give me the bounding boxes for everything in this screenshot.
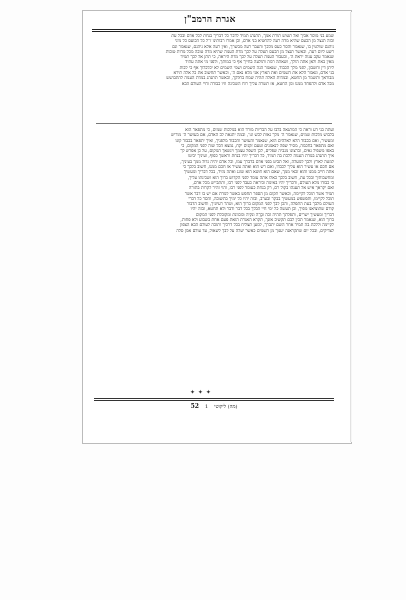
text-line: ועתה בני דע וראה כי המתגאה בלבו על הבריות מורד הוא במלכות שמים, כי מתפאר הוא — [185, 128, 334, 133]
text-line: דבריך ומעשיך ישרים, ותפלתך תהיה זכה ובָרָה ונקיה ומכוונת ומקובלת לפני המקום — [195, 212, 334, 218]
text-line: מבוראך ותשמר מן החטא, ובמדות האלה תהיה שמח בחלקך, וכאשר תתנהג במדת הענוה להתבושש — [166, 76, 334, 82]
text-line: קודם שתוציאנו מפיך, וכן תעשה כל ימי חיי הבלך בכל דבר ודבר ולא תחטא, ובזה יהיו — [190, 207, 334, 213]
text-line: רשע ליום רעה, וכאשר תנצל מן הכעס תעלה על לבך מדת הענוה שהיא מדה טובה מכל מדות טובות — [165, 49, 334, 55]
text-line: ובזה תנצל מן הכעס שהיא מדה רעה להחטיא בני אדם, וכן אמרו רבותינו ז"ל כל הכועס כל מיני — [174, 39, 334, 45]
text-line: תמיד אשר תוכל לקיימה, וכאשר תקום מן הספר תחפש באשר למדת אם יש בו דבר אשר — [184, 191, 334, 197]
footer-rule-bottom — [94, 400, 334, 401]
text-line: כי כבודו מלא העולם, ודבריך יהיו באימה וביראה כעבד לפני רבו, ותתבייש מכל אדם, — [192, 180, 334, 186]
page-footer — [94, 402, 334, 412]
text-line: למטה לארץ ולבך למעלה, ואל תביט בפני אדם בדברך עמו, וכל אדם יהיה גדול ממך בעיניך, — [180, 159, 334, 165]
text-line: ליתן דין וחשבון, לפני מלך הכבוד, שנאמר הנה השמים ושמי השמים לא יכלכלוך אף כי לבות — [179, 65, 334, 71]
text-line: תוכל לקיימו, ותפשפש במעשיך בבקר ובערב, ובזה יהיו כל ימיך בתשובה, והסר כל דברי — [188, 196, 334, 202]
text-line: שנאמר עקב ענוה יראת ה', ובעבור הענוה תעלה על לבך מדת היראה, כי תתן אל לבך תמיד — [180, 55, 334, 61]
footer-ornament: ✦ ✦ ✦ — [190, 389, 212, 396]
text-line: שמע בני מוסר אביך ואל תטוש תורת אמך, תתנהג תמיד לדבר כל דבריך בנחת לכל אדם ובכל עת — [171, 34, 334, 39]
text-line: איך תתנהג במדת הענוה ללכת בה תמיד, כל דבריך יהיו בנחת וראשך כפוף, ועיניך יביטו — [187, 154, 334, 160]
header-rule-top — [92, 29, 336, 30]
index-mark: 1 — [204, 404, 209, 410]
text-line: בלבוש מלכות שמים, שנאמר ה' מלך גאות לבש וגו', ובמה יתגאה לב האדם, אם בעושר ה' מוריש — [170, 133, 334, 139]
text-line: אתה חייב ממנו והוא זכאי ממך, שאם הוא חוטא הוא שוגג ואתה מזיד, בכל דבריך ומעשיך — [183, 170, 334, 176]
text-line: מאין באת ולאן אתה הולך, ושאתה רמה ותולעה בחייך אף כי במותך, ולפני מי אתה עתיד — [185, 60, 334, 66]
text-line: ומעשיר, ואם בכבוד הלא לאלהים הוא, שנאמר והעושר והכבוד מלפניך, ואיך יתפאר בכבוד קונו — [175, 138, 334, 144]
text-line: בני אדם, ונאמר הלא את השמים ואת הארץ אני מלא נאם ה', וכאשר תחשוב את כל אלה תירא — [173, 71, 334, 77]
running-label: (מה) ליקוטי — [214, 404, 238, 410]
text-line: ואם מתפאר בחכמה, מסיר שפה לנאמנים וטעם זקנים יקח, נמצא הכל שוה לפני המקום, כי — [181, 143, 334, 149]
text-line: באפו משפיל גאים, וברצונו מגביה שפלים, לכן השפל עצמך וינשאך המקום, על כן אפרש לך — [180, 149, 334, 155]
opening-paragraph — [94, 34, 334, 120]
document-title: אגרת הרמב"ן — [184, 15, 236, 25]
text-line: מכל אדם ולהפחד ממנו ומן החטא, אז תשרה עליך רוח השכינה וזיו כבודה וחיי העולם הבא — [181, 81, 334, 87]
text-line: ברוך הוא, שנאמר תכין לבם תקשיב אזנך, תקרא האגרת הזאת פעם אחת בשבוע ולא פחות, — [180, 218, 334, 224]
footer-rule-top — [94, 398, 334, 399]
page-number: 52 — [190, 403, 199, 410]
header-rule-bottom — [92, 31, 336, 32]
section-divider — [96, 123, 332, 124]
text-line: העולם מלבך בעת התפלה, והכן לבך לפני המקום ברוך הוא, וטהר רעיוניך, וחשוב הדבור — [186, 202, 334, 208]
text-line: גיהנם שולטין בו, שנאמר והסר כעס מלבך והעבר רעה מבשרך, ואין רעה אלא גיהנם, שנאמר וגם — [172, 44, 334, 50]
main-paragraph — [94, 128, 334, 390]
text-line: לקיימה וללכת בה תמיד אחר השם יתברך, למען תצליח בכל דרכיך ותזכה לעולם הבא הצפון — [180, 223, 334, 229]
text-line: לצדיקים, ובכל יום שתקראנה יענוך מן השמים כאשר יעלה על לבך לשאול, עד עולם אמן סלה — [176, 228, 334, 234]
text-line: ומחשבותיך ובכל עת, חשוב בלבך כאלו אתה עומד לפני הקדוש ברוך הוא ושכינתו עליך, — [187, 175, 334, 181]
text-line: אם חכם או עשיר הוא עליך לכבדו, ואם רש הוא ואתה עשיר או חכם ממנו, חשוב בלבך כי — [182, 165, 334, 171]
text-line: ואם יקראך איש אל תענהו בקול רם, רק בנחת כעומד לפני רבו, והוי זהיר לקרות בתורה — [188, 186, 334, 192]
scan-edge-shadow — [350, 12, 352, 442]
